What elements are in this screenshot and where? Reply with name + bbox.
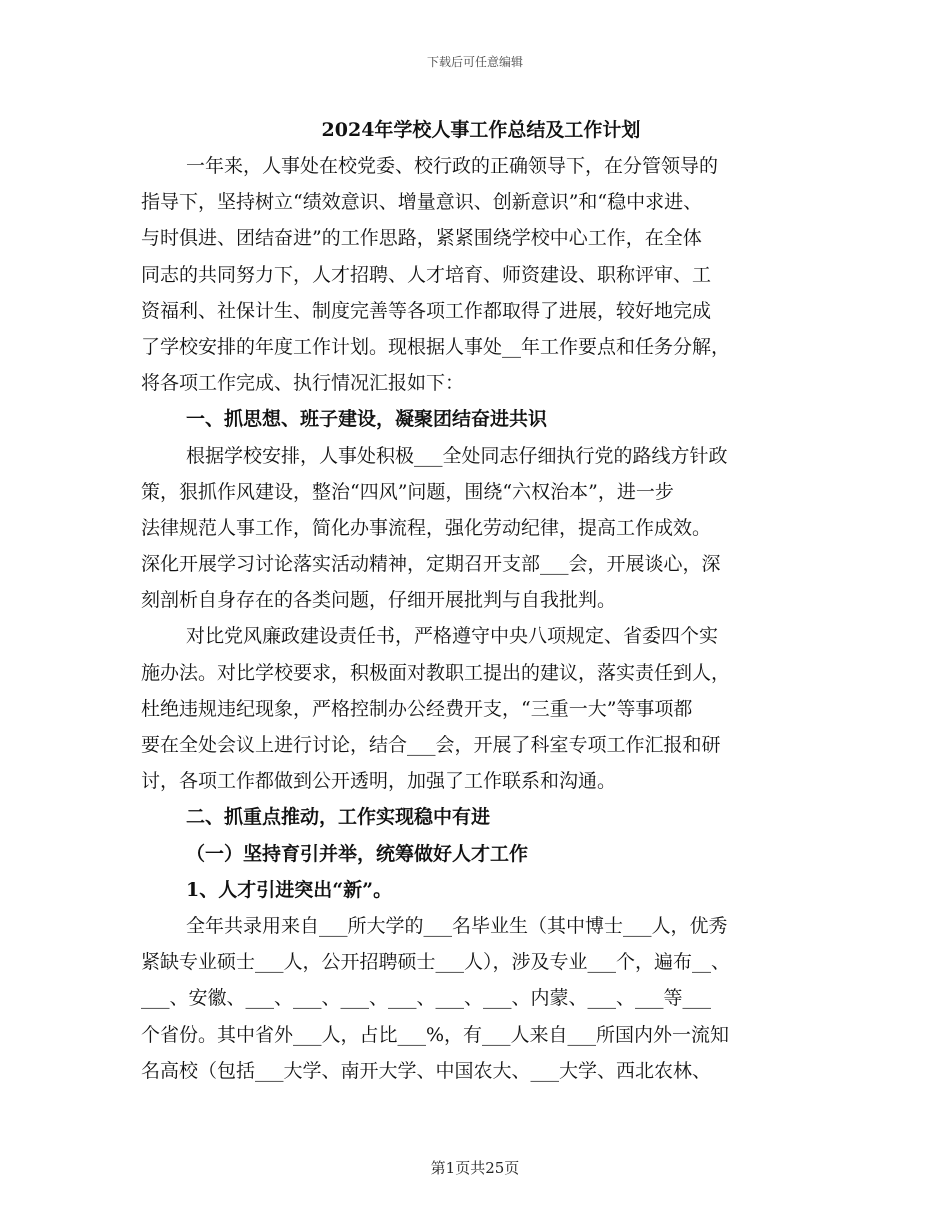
paragraph-line: 同志的共同努力下，人才招聘、人才培育、师资建设、职称评审、工 [141,263,712,286]
paragraph-line: 刻剖析自身存在的各类问题，仔细开展批判与自我批判。 [141,589,617,612]
section-heading-line: （一）坚持育引并举，统筹做好人才工作 [186,842,529,865]
paragraph-line: 名高校（包括___大学、南开大学、中国农大、___大学、西北农林、 [141,1059,712,1082]
paragraph-line: 了学校安排的年度工作计划。现根据人事处__年工作要点和任务分解， [141,335,731,358]
paragraph-line: 深化开展学习讨论落实活动精神，定期召开支部___会，开展谈心，深 [141,553,721,576]
paragraph-line: 施办法。对比学校要求，积极面对教职工提出的建议，落实责任到人， [141,661,731,684]
section-heading-line: 二、抓重点推动，工作实现稳中有进 [186,806,491,829]
document-title: 2024年学校人事工作总结及工作计划 [321,119,641,141]
paragraph-line: 将各项工作完成、执行情况汇报如下： [141,372,465,395]
paragraph-line: 杜绝违规违纪现象，严格控制办公经费开支，“三重一大”等事项都 [141,697,693,720]
paragraph-line: 个省份。其中省外___人，占比___%，有___人来自___所国内外一流知 [141,1023,730,1046]
paragraph-line: 一年来，人事处在校党委、校行政的正确领导下，在分管领导的 [186,155,719,177]
document-body [141,112,821,1089]
paragraph-line: 对比党风廉政建设责任书，严格遵守中央八项规定、省委四个实 [186,625,719,648]
page-header: 下载后可任意编辑 [426,55,523,69]
paragraph-line: 指导下，坚持树立“绩效意识、增量意识、创新意识”和“稳中求进、 [141,191,703,214]
paragraph-line: ___、安徽、___、___、___、___、___、___、内蒙、___、___等___ [141,987,712,1010]
section-heading-line: 一、抓思想、班子建设，凝聚团结奋进共识 [186,408,548,431]
paragraph-line: 要在全处会议上进行讨论，结合___会，开展了科室专项工作汇报和研 [141,734,721,756]
page-footer: 第1页共25页 [430,1159,520,1177]
paragraph-line: 根据学校安排，人事处积极___全处同志仔细执行党的路线方针政 [186,444,728,467]
document-text [141,148,821,1089]
paragraph-line: 紧缺专业硕士___人，公开招聘硕士___人），涉及专业___个，遍布__、 [141,951,731,974]
paragraph-line: 讨，各项工作都做到公开透明，加强了工作联系和沟通。 [141,770,617,793]
paragraph-line: 全年共录用来自___所大学的___名毕业生（其中博士___人，优秀 [186,914,728,937]
paragraph-line: 法律规范人事工作，简化办事流程，强化劳动纪律，提高工作成效。 [141,516,712,539]
section-heading-line: 1、人才引进突出“新”。 [186,878,393,901]
paragraph-line: 策，狠抓作风建设，整治“四风”问题，围绕“六权治本”，进一步 [141,480,674,503]
paragraph-line: 与时俱进、团结奋进”的工作思路，紧紧围绕学校中心工作，在全体 [141,227,702,250]
paragraph-line: 资福利、社保计生、制度完善等各项工作都取得了进展，较好地完成 [141,299,712,322]
